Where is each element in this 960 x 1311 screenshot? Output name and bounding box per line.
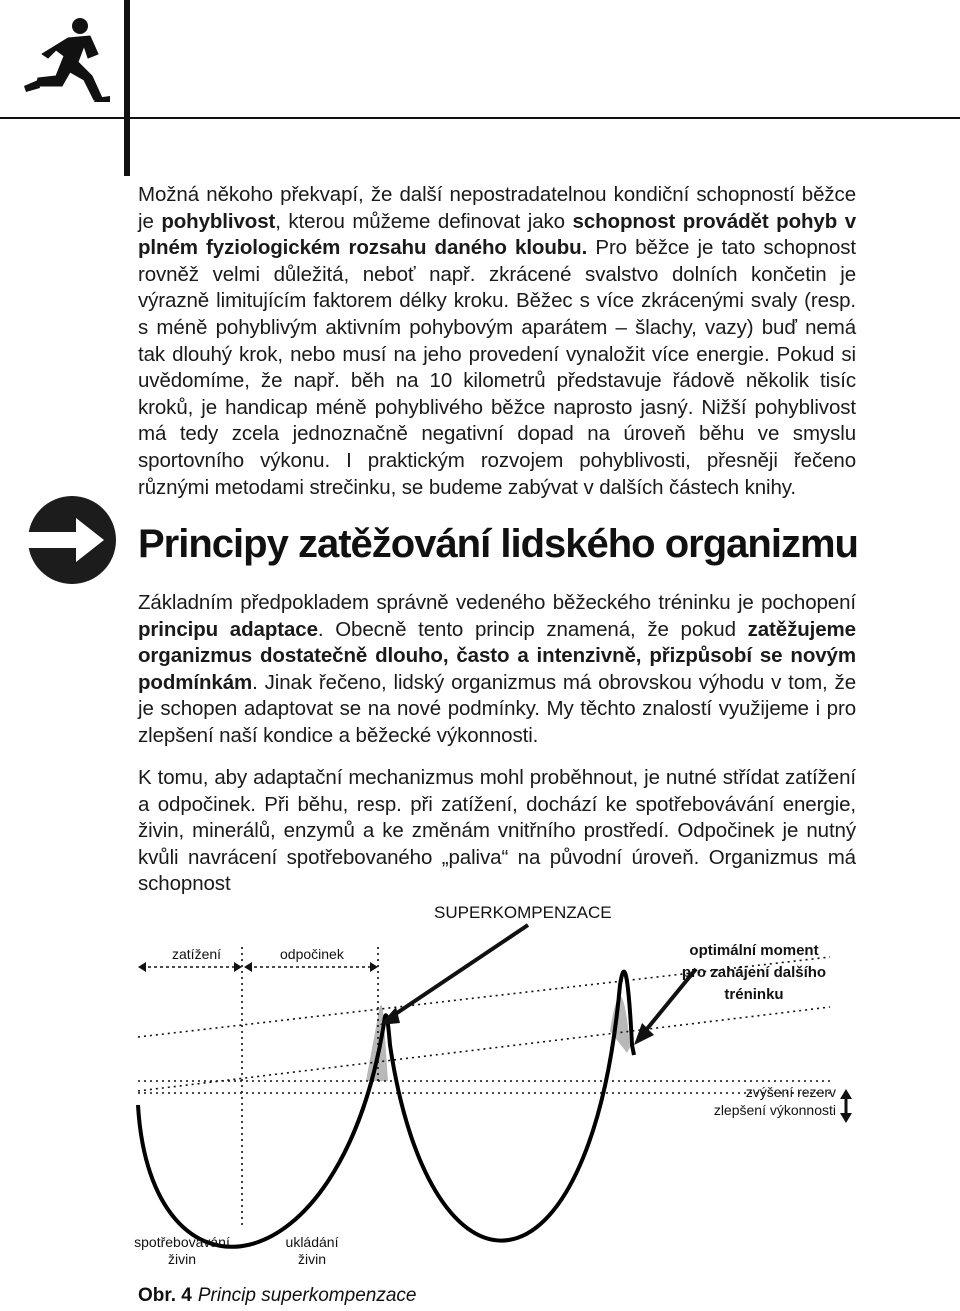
text-run: . Obecně tento princip znamená, že pokud [317, 617, 748, 641]
figure-caption [138, 1285, 416, 1307]
label-optimal-line1: optimální moment [689, 942, 819, 959]
label-rest: odpočinek [280, 946, 344, 962]
paragraph-flexibility [138, 182, 856, 501]
label-load: zatížení [172, 946, 222, 962]
text-run: Základním předpokladem správně vedeného běžeckého tréninku je pochopení [138, 591, 856, 614]
caption-text: Princip superkompenzace [197, 1285, 417, 1306]
page-corner-horizontal-rule [0, 117, 960, 119]
text-run: Možná někoho překvapí, že další nepostradatelnou kondiční schopností běžce je [138, 183, 856, 233]
label-store-line1: ukládání [285, 1234, 339, 1250]
supercompensation-diagram [130, 895, 870, 1280]
supercompensation-curve [138, 972, 634, 1247]
runner-icon [18, 14, 118, 110]
bold-statement: zatěžujeme organizmus dostatečně dlouho, často a intenzivně, přizpůsobí se novým podmínkám [138, 617, 856, 694]
page-corner-vertical-rule [124, 0, 130, 176]
label-consume-line1: spotřebovávání [134, 1234, 230, 1250]
text-run: , kterou můžeme definovat jako [275, 209, 573, 233]
label-optimal-line2: pro zahájení dalšího [681, 964, 827, 981]
arrow-right-icon [24, 492, 120, 588]
caption-number: Obr. 4 [138, 1285, 192, 1306]
paragraph-adaptation [138, 590, 856, 750]
label-optimal-line3: tréninku [724, 986, 784, 1003]
bold-term: pohyblivost [161, 209, 276, 233]
diagram-title: SUPERKOMPENZACE [434, 903, 612, 922]
bold-definition: schopnost provádět pohyb v plném fyziologickém rozsahu daného kloubu. [138, 209, 856, 260]
text-run: Pro běžce je tato schopnost rovněž velmi důležitá, neboť např. zkrácené svalstvo dolních končetin je výrazně limitujícím faktorem délky kroku. Běžec s více zkrácenými svaly (resp. s méně pohyblivým aktivním pohybovým aparátem – šlachy, vazy) buď nemá tak dlouhý krok, nebo musí na jeho provedení vynaložit více energie. Pokud si uvědomíme, že např. běh na 10 kilometrů představuje řádově několik tisíc kroků, je handicap méně pohyblivého běžce naprosto jasný. Nižší pohyblivost má tedy zcela jednoznačně negativní dopad na úroveň běhu ve smyslu sportovního výkonu. I praktickým rozvojem pohyblivosti, přesněji řečeno různými metodami strečinku, se budeme zabývat v dalších částech knihy. [138, 236, 856, 499]
paragraph-load-rest: K tomu, aby adaptační mechanizmus mohl proběhnout, je nutné střídat zatížení a odpočinek. Při běhu, resp. při zatížení, dochází ke spotřebovávání energie, živin, minerálů, enzymů a ke změnám vnitřního prostředí. Odpočinek je nutný kvůli navrácení spotřebovaného „paliva“ na původní úroveň. Organizmus má schopnost [138, 766, 856, 896]
label-reserve-line2: zlepšení výkonnosti [713, 1102, 836, 1118]
bold-term: principu adaptace [138, 617, 318, 641]
label-store-line2: živin [297, 1251, 327, 1267]
label-reserve-line1: zvýšení rezerv [745, 1084, 836, 1100]
label-consume-line2: živin [167, 1251, 197, 1267]
pointer-superkompenzace [388, 925, 528, 1019]
section-title: Principy zatěžování lidského organizmu [138, 522, 858, 566]
text-run: . Jinak řečeno, lidský organizmus má obrovskou výhodu v tom, že je schopen adaptovat se na nové podmínky. My těchto znalostí využijeme i pro zlepšení naší kondice a běžecké výkonnosti. [138, 670, 856, 747]
